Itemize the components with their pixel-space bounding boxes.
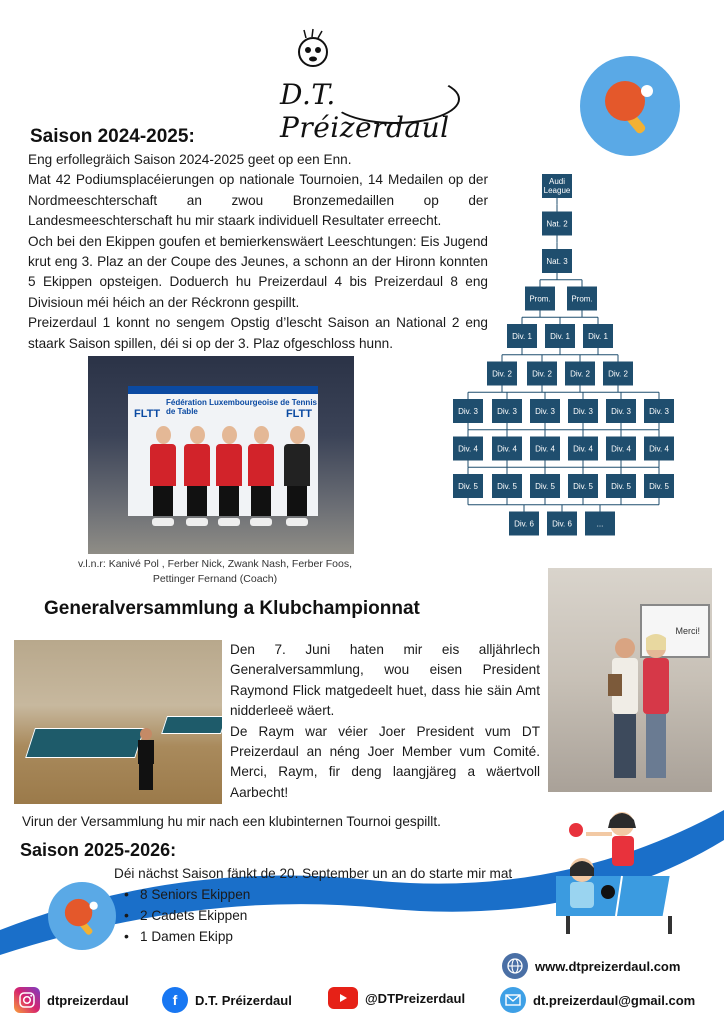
person-figure xyxy=(608,634,642,784)
league-node-label: Div. 6 xyxy=(552,519,572,529)
table-tennis-table xyxy=(161,716,222,734)
team-list-item: • 1 Damen Ekipp xyxy=(124,926,250,947)
league-node xyxy=(453,474,483,498)
league-node-label: Div. 4 xyxy=(497,444,517,454)
club-logo xyxy=(270,22,470,144)
league-node xyxy=(492,399,522,423)
league-node xyxy=(530,474,560,498)
season-2024-body xyxy=(28,150,488,354)
season-2024-paragraph: Mat 42 Podiumsplacéierungen op nationale Tournoien, 14 Medailen op der Nordmeeschterschaft an zwou Bronzemedaillen op der Landesmeeschterschaft hu mir staark individuell Resultater erreecht. xyxy=(28,172,488,229)
photo-banner-text: Fédération Luxembourgeoise de Tennis de Table xyxy=(166,398,317,416)
league-node xyxy=(492,437,522,461)
league-node-label: Div. 2 xyxy=(532,369,552,379)
league-node xyxy=(644,474,674,498)
league-node-label: Prom. xyxy=(571,294,593,304)
season-2024-title: Saison 2024-2025: xyxy=(30,126,195,147)
league-node-label: Div. 3 xyxy=(535,407,555,416)
instagram-icon xyxy=(14,987,40,1013)
league-node xyxy=(606,474,636,498)
league-node xyxy=(507,324,537,348)
coach-figure xyxy=(284,426,310,536)
league-node xyxy=(606,399,636,423)
league-node-label: Div. 5 xyxy=(611,482,631,491)
team-list xyxy=(124,884,250,947)
league-node xyxy=(509,512,539,536)
league-node-label: Div. 5 xyxy=(458,482,478,491)
league-node-label: Div. 2 xyxy=(570,369,590,379)
assembly-photo xyxy=(548,568,712,792)
ball-mascot-icon xyxy=(292,28,334,70)
league-node-label: Div. 5 xyxy=(497,482,517,491)
league-node xyxy=(542,174,572,198)
league-pyramid-diagram xyxy=(452,170,682,540)
league-node xyxy=(542,212,572,236)
team-list-item: • 2 Cadets Ekippen xyxy=(124,905,250,926)
league-node xyxy=(542,249,572,273)
league-node xyxy=(545,324,575,348)
paddle-icon xyxy=(48,882,116,950)
league-node xyxy=(568,474,598,498)
league-node-label: Div. 4 xyxy=(535,444,555,454)
league-node xyxy=(565,362,595,386)
season-2025-intro: Déi nächst Saison fänkt de 20. September un an do starte mir mat xyxy=(114,866,513,881)
league-node-label: Div. 3 xyxy=(497,407,517,416)
league-node xyxy=(644,399,674,423)
league-node xyxy=(453,399,483,423)
instagram-link[interactable] xyxy=(14,987,129,1013)
youtube-icon xyxy=(328,987,358,1009)
league-node xyxy=(547,512,577,536)
league-node xyxy=(530,437,560,461)
kids-playing-illustration xyxy=(556,806,696,936)
league-node-label: Div. 3 xyxy=(458,407,478,416)
league-node xyxy=(525,287,555,311)
facebook-icon: f xyxy=(162,987,188,1013)
photo-caption xyxy=(40,557,390,587)
player-figure xyxy=(216,426,242,536)
person-figure xyxy=(640,634,672,784)
league-node-label: League xyxy=(543,186,571,195)
league-node xyxy=(606,437,636,461)
league-node xyxy=(453,437,483,461)
photo-brand-text: FLTT xyxy=(285,408,312,420)
mail-icon xyxy=(500,987,526,1013)
league-node-label: Div. 1 xyxy=(550,332,570,341)
logo-text: D.T. Préizerdaul xyxy=(280,78,450,144)
assembly-paragraph: De Raym war véier Joer President vum DT Preizerdaul an néng Joer Member vum Comité. Merci, Raym, fir deng laangjäreg a wäertvoll Aarbecht! xyxy=(230,723,540,800)
league-node xyxy=(487,362,517,386)
league-node-label: Div. 3 xyxy=(649,407,669,416)
league-node-label: Div. 3 xyxy=(611,407,631,416)
player-figure xyxy=(150,426,176,536)
email-text: dt.preizerdaul@gmail.com xyxy=(533,992,696,1008)
league-node-label: Div. 4 xyxy=(611,444,631,454)
facebook-link[interactable] xyxy=(162,987,292,1013)
player-figure xyxy=(248,426,274,536)
league-node xyxy=(530,399,560,423)
league-node-label: Prom. xyxy=(529,294,551,304)
photo-brand-text: FLTT xyxy=(134,408,161,420)
photo-caption-line: v.l.n.r: Kanivé Pol , Ferber Nick, Zwank Nash, Ferber Foos, xyxy=(77,558,353,570)
league-node-label: Div. 4 xyxy=(649,444,669,454)
league-node-label: Div. 3 xyxy=(573,407,593,416)
table-tennis-table xyxy=(25,728,145,758)
screen-text: Merci! xyxy=(675,626,700,636)
league-node xyxy=(568,399,598,423)
season-2024-paragraph: Preizerdaul 1 konnt no sengem Opstig d’lescht Saison an National 2 eng staark Saison spillen, déi si op der 3. Plaz ofgeschloss hunn. xyxy=(28,315,488,351)
league-node-label: Nat. 2 xyxy=(546,219,568,229)
league-node-label: Div. 2 xyxy=(492,369,512,379)
season-2025-title: Saison 2025-2026: xyxy=(20,840,177,860)
assembly-paragraph: Den 7. Juni haten mir eis alljährlech Generalversammlung, wou eisen President Raymond Flick matgedeelt huet, dass hie säin Amt nidderleeë wäert. xyxy=(230,642,540,719)
team-photo xyxy=(88,356,354,554)
assembly-body xyxy=(230,640,540,803)
youtube-link[interactable] xyxy=(328,987,465,1009)
league-node-label: Div. 1 xyxy=(512,332,532,341)
league-node-label: Div. 2 xyxy=(608,369,628,379)
facebook-text: D.T. Préizerdaul xyxy=(195,992,292,1008)
website-link[interactable] xyxy=(502,953,680,979)
league-node-label: Div. 5 xyxy=(535,482,555,491)
season-2024-paragraph: Eng erfollegräich Saison 2024-2025 geet op een Enn. xyxy=(28,152,352,167)
league-node-label: ... xyxy=(596,519,604,529)
youtube-text: @DTPreizerdaul xyxy=(365,990,466,1006)
league-node xyxy=(585,512,615,536)
league-node xyxy=(527,362,557,386)
email-link[interactable] xyxy=(500,987,695,1013)
league-node-label: Div. 6 xyxy=(514,519,534,529)
league-node xyxy=(492,474,522,498)
league-node-label: Div. 4 xyxy=(573,444,593,454)
assembly-title: Generalversammlung a Klubchampionnat xyxy=(44,598,420,619)
paddle-icon xyxy=(580,56,680,156)
instagram-text: dtpreizerdaul xyxy=(47,992,129,1008)
league-node-label: Div. 1 xyxy=(588,332,608,341)
league-node xyxy=(568,437,598,461)
league-node-label: Div. 5 xyxy=(649,482,669,491)
league-node-label: Nat. 3 xyxy=(546,257,568,266)
league-node xyxy=(567,287,597,311)
website-text: www.dtpreizerdaul.com xyxy=(535,958,681,974)
league-node xyxy=(644,437,674,461)
team-list-item: • 8 Seniors Ekippen xyxy=(124,884,250,905)
globe-icon xyxy=(502,953,528,979)
league-node-label: Div. 5 xyxy=(573,482,593,491)
league-node-label: Audi xyxy=(548,177,566,186)
league-node xyxy=(603,362,633,386)
photo-caption-line: Pettinger Fernand (Coach) xyxy=(152,573,278,585)
league-node xyxy=(583,324,613,348)
player-figure xyxy=(184,426,210,536)
tournament-note: Virun der Versammlung hu mir nach een klubinternen Tournoi gespillt. xyxy=(22,814,441,829)
league-node-label: Div. 4 xyxy=(458,444,478,454)
season-2024-paragraph: Och bei den Ekippen goufen et bemierkenswäert Leeschtungen: Eis Jugend krut eng 3. Plaz an der Coupe des Jeunes, a schonn an der Hironn konnten 5 Ekippen opsteigen. Doduerch hu Preizerdaul 4 bis Preizerdaul 8 eng Divisioun méi héich an der Réckronn gespillt. xyxy=(28,233,488,310)
